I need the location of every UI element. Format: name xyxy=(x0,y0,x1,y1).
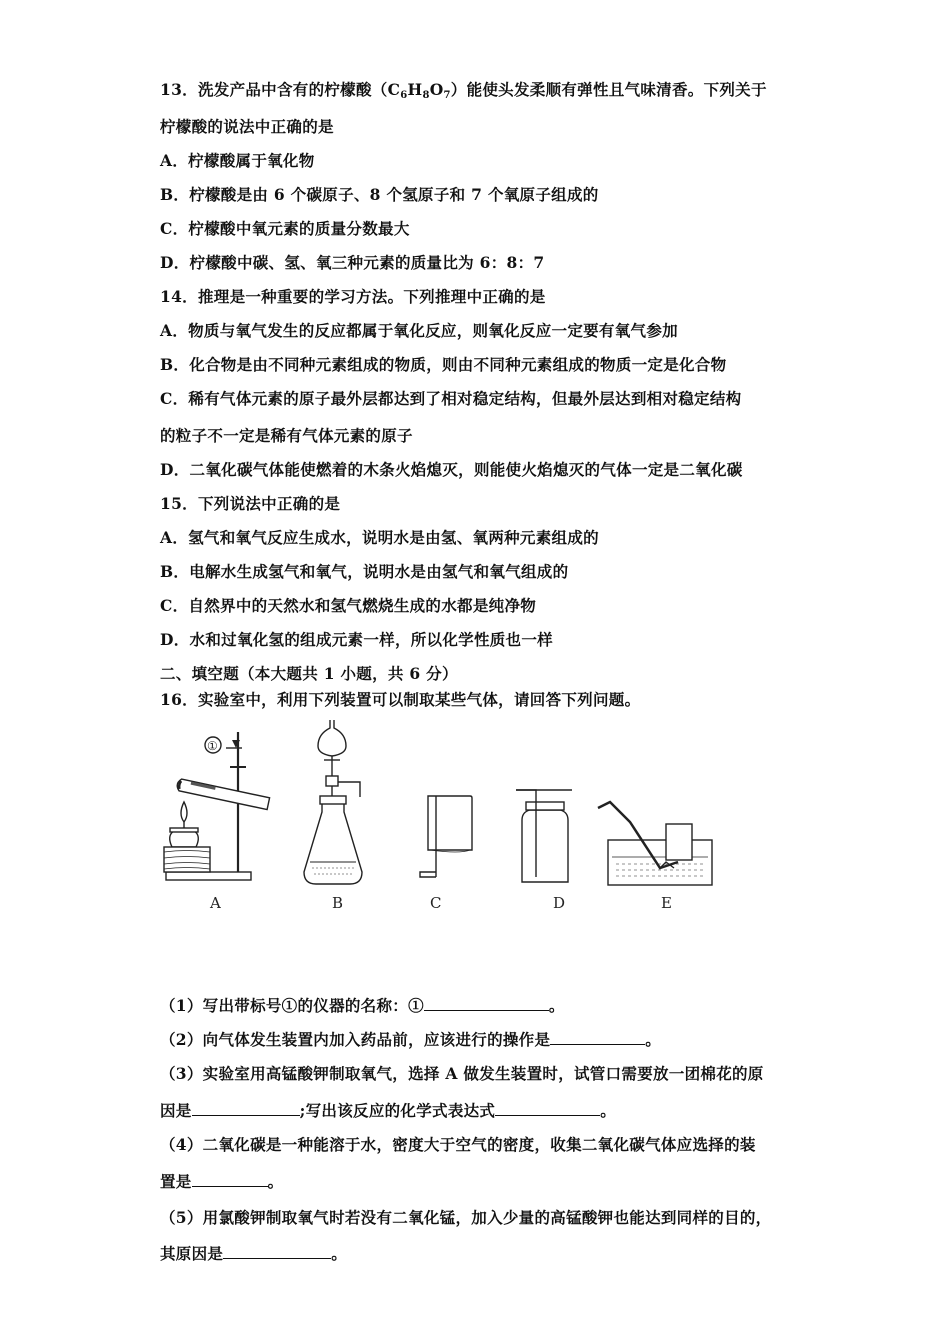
answer-blank-3b[interactable] xyxy=(495,1101,600,1116)
answer-blank-1[interactable] xyxy=(424,996,549,1011)
q14-option-d: D．二氧化碳气体能使燃着的木条火焰熄灭，则能使火焰熄灭的气体一定是二氧化碳 xyxy=(160,460,743,479)
answer-blank-3a[interactable] xyxy=(192,1101,300,1116)
label-a: A xyxy=(210,894,221,912)
answer-blank-2[interactable] xyxy=(550,1030,645,1045)
q15-option-c: C．自然界中的天然水和氢气燃烧生成的水都是纯净物 xyxy=(160,596,537,615)
q16-part4-cont: 置是 。 xyxy=(160,1172,284,1191)
label-d: D xyxy=(553,894,566,912)
q14-stem: 14．推理是一种重要的学习方法。下列推理中正确的是 xyxy=(160,287,546,306)
q15-option-d: D．水和过氧化氢的组成元素一样，所以化学性质也一样 xyxy=(160,630,553,649)
q16-part4: （4）二氧化碳是一种能溶于水，密度大于空气的密度，收集二氧化碳气体应选择的装 xyxy=(160,1135,756,1154)
q13-option-c: C．柠檬酸中氧元素的质量分数最大 xyxy=(160,219,410,238)
q16-stem: 16．实验室中，利用下列装置可以制取某些气体，请回答下列问题。 xyxy=(160,690,641,709)
q13-stem-line2: 柠檬酸的说法中正确的是 xyxy=(160,117,334,136)
apparatus-a xyxy=(164,732,270,880)
apparatus-d xyxy=(516,790,572,882)
label-b: B xyxy=(332,894,344,912)
q15-option-a: A．氢气和氧气反应生成水，说明水是由氢、氧两种元素组成的 xyxy=(160,528,599,547)
apparatus-c xyxy=(420,796,472,877)
q16-part3-cont: 因是 ;写出该反应的化学式表达式 。 xyxy=(160,1101,617,1120)
answer-blank-4[interactable] xyxy=(192,1172,268,1187)
q16-part5: （5）用氯酸钾制取氧气时若没有二氧化锰，加入少量的高锰酸钾也能达到同样的目的， xyxy=(160,1208,772,1227)
q15-stem: 15．下列说法中正确的是 xyxy=(160,494,341,513)
apparatus-e xyxy=(598,802,712,885)
q16-part5-cont: 其原因是 。 xyxy=(160,1244,348,1263)
q13-option-d: D．柠檬酸中碳、氢、氧三种元素的质量比为 6：8：7 xyxy=(160,253,545,272)
q13-option-a: A．柠檬酸属于氧化物 xyxy=(160,151,315,170)
q16-part3: （3）实验室用高锰酸钾制取氧气，选择 A 做发生装置时，试管口需要放一团棉花的原 xyxy=(160,1064,764,1083)
label-e: E xyxy=(661,894,672,912)
section-heading: 二、填空题（本大题共 1 小题，共 6 分） xyxy=(160,664,458,683)
q14-option-c: C．稀有气体元素的原子最外层都达到了相对稳定结构，但最外层达到相对稳定结构 xyxy=(160,389,742,408)
q14-option-c-cont: 的粒子不一定是稀有气体元素的原子 xyxy=(160,426,413,445)
marker-1: ① xyxy=(207,739,218,753)
apparatus-b xyxy=(304,720,362,884)
label-c: C xyxy=(430,894,442,912)
q15-option-b: B．电解水生成氢气和氧气，说明水是由氢气和氧气组成的 xyxy=(160,562,569,581)
q16-part1: （1）写出带标号①的仪器的名称：① 。 xyxy=(160,996,565,1015)
answer-blank-5[interactable] xyxy=(223,1244,331,1259)
apparatus-figure xyxy=(160,712,720,917)
q13-stem: 13．洗发产品中含有的柠檬酸$(C_6H_8O_7)$能使头发柔顺有弹性且气味清香。下列关于 xyxy=(160,80,767,101)
q13-option-b: B．柠檬酸是由 6 个碳原子、8 个氢原子和 7 个氧原子组成的 xyxy=(160,185,599,204)
q14-option-a: A．物质与氧气发生的反应都属于氧化反应，则氧化反应一定要有氧气参加 xyxy=(160,321,678,340)
q14-option-b: B．化合物是由不同种元素组成的物质，则由不同种元素组成的物质一定是化合物 xyxy=(160,355,727,374)
q16-part2: （2）向气体发生装置内加入药品前，应该进行的操作是 。 xyxy=(160,1030,662,1049)
